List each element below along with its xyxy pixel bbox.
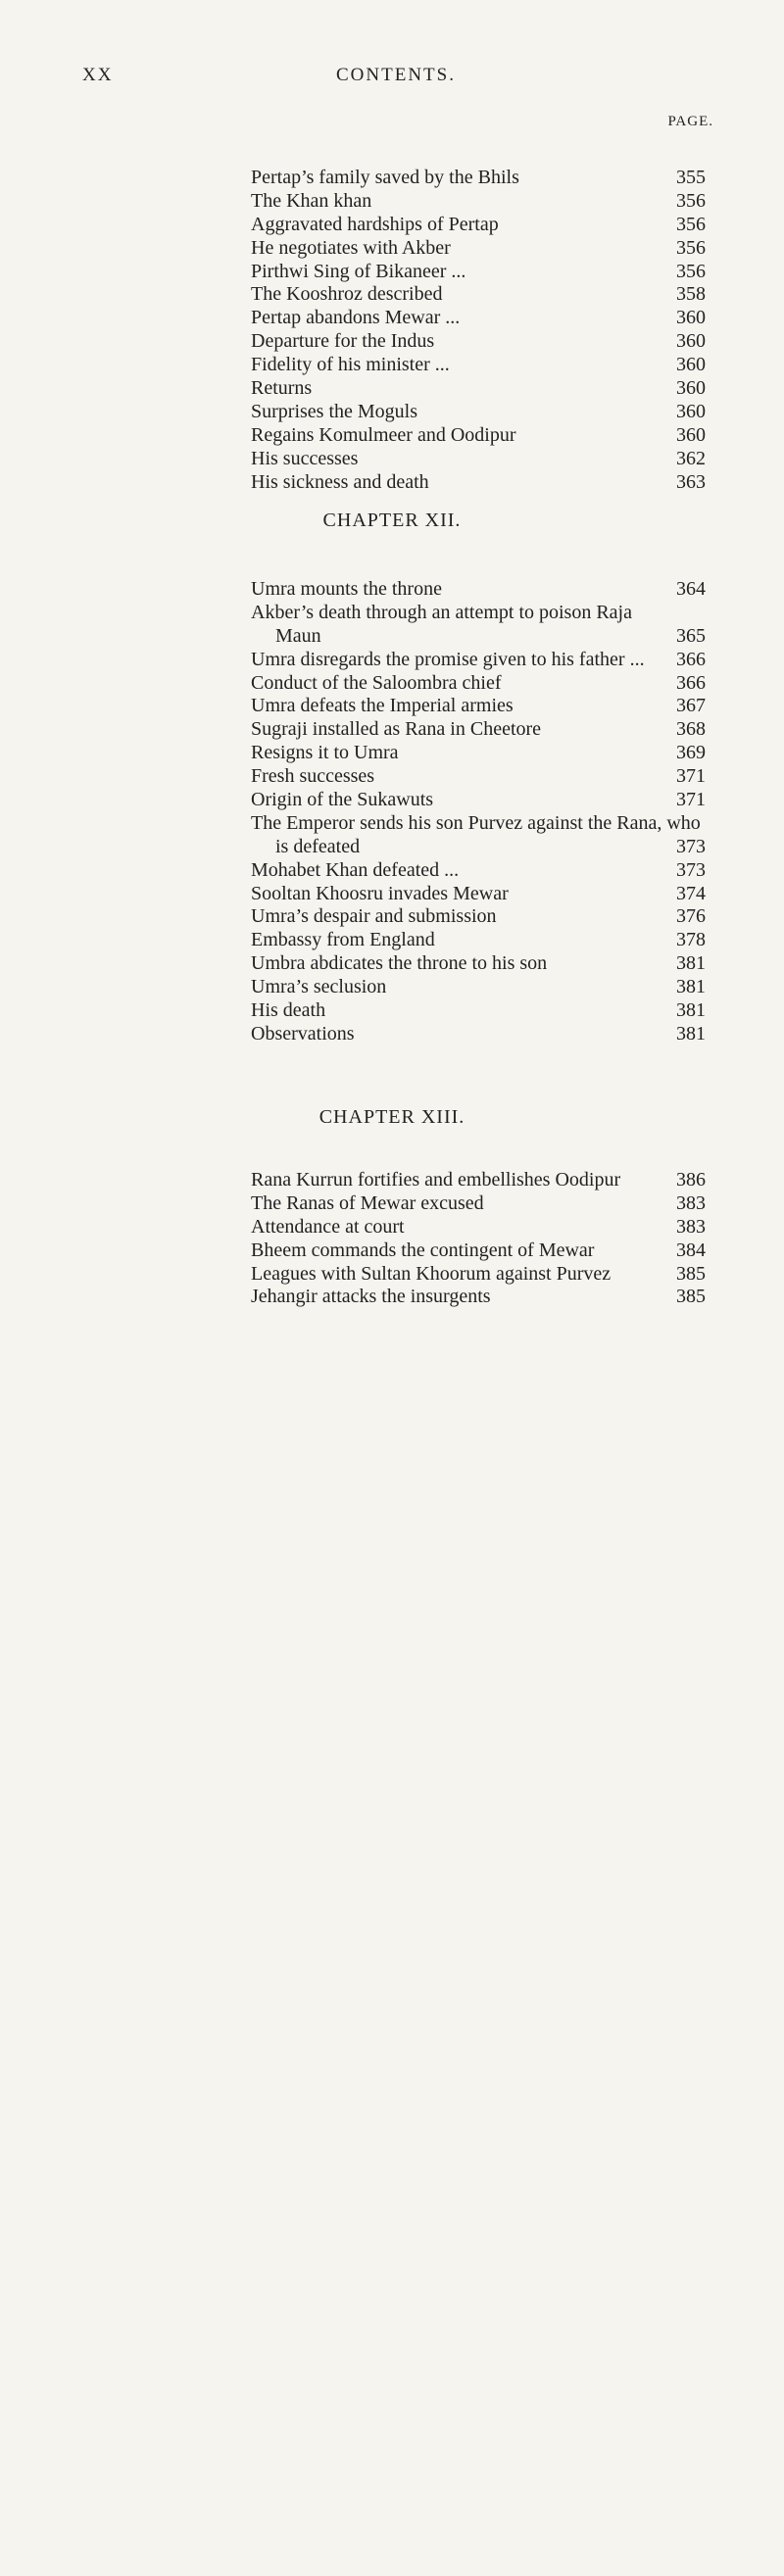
- toc-entry: [0, 602, 784, 625]
- entry-title: He negotiates with Akber: [251, 236, 451, 259]
- entry-page: 381: [676, 952, 706, 975]
- entry-page: 384: [676, 1239, 706, 1261]
- entry-page: 360: [676, 354, 706, 376]
- entry-title: is defeated: [275, 835, 361, 857]
- entry-page: 381: [676, 976, 706, 998]
- entry-title: Umra mounts the throne: [251, 578, 442, 600]
- entry-page: 360: [676, 400, 706, 422]
- running-head: [82, 65, 710, 94]
- entry-title: His sickness and death: [251, 470, 429, 493]
- entry-title: Sooltan Khoosru invades Mewar: [251, 882, 509, 904]
- chapter-heading: CHAPTER XII.: [322, 510, 462, 531]
- toc-entry: [0, 424, 784, 448]
- entry-page: 383: [676, 1191, 706, 1214]
- toc-entry: [0, 1239, 784, 1263]
- contents-section-chapter-xiii: [0, 1102, 784, 1309]
- toc-entry: [0, 742, 784, 765]
- toc-entry: [0, 448, 784, 471]
- entry-title: Jehangir attacks the insurgents: [251, 1286, 491, 1308]
- entry-page: 364: [676, 578, 706, 600]
- toc-entry: [0, 905, 784, 929]
- entry-title: Embassy from England: [251, 929, 435, 951]
- entry-title: Umra disregards the promise given to his father ...: [251, 648, 645, 670]
- entry-title: Pirthwi Sing of Bikaneer ...: [251, 260, 466, 282]
- entry-page: 358: [676, 283, 706, 306]
- entry-page: 367: [676, 695, 706, 717]
- entry-title: Umbra abdicates the throne to his son: [251, 952, 548, 975]
- toc-entry: [0, 1192, 784, 1216]
- entry-title: His death: [251, 999, 326, 1022]
- entry-page: 360: [676, 377, 706, 400]
- entry-page: 385: [676, 1262, 706, 1285]
- toc-entry: [0, 261, 784, 284]
- entry-title: Origin of the Sukawuts: [251, 789, 434, 811]
- entry-page: 385: [676, 1286, 706, 1308]
- page-number-roman: XX: [82, 65, 114, 85]
- entry-page: 365: [676, 624, 706, 647]
- toc-entry: [0, 952, 784, 976]
- entry-page: 371: [676, 765, 706, 788]
- toc-entry: [0, 307, 784, 330]
- entry-title: Surprises the Moguls: [251, 400, 417, 422]
- entry-page: 368: [676, 718, 706, 741]
- toc-entry: [0, 377, 784, 401]
- entry-list: [0, 578, 784, 1046]
- toc-entry: [0, 1169, 784, 1192]
- toc-entry: [0, 1263, 784, 1287]
- entry-title: The Emperor sends his son Purvez against the Rana, who: [251, 811, 701, 834]
- entry-page: 356: [676, 213, 706, 235]
- entry-title: Departure for the Indus: [251, 330, 435, 353]
- toc-entry: [0, 999, 784, 1023]
- entry-page: 373: [676, 835, 706, 857]
- entry-title: Umra’s seclusion: [251, 976, 387, 998]
- toc-entry: [0, 695, 784, 718]
- toc-entry: [0, 1023, 784, 1046]
- entry-title: Bheem commands the contingent of Mewar: [251, 1239, 595, 1261]
- entry-title: The Khan khan: [251, 189, 372, 212]
- toc-entry: [0, 190, 784, 214]
- contents-section-chapter-xii: [0, 506, 784, 1046]
- entry-title: Resigns it to Umra: [251, 742, 399, 764]
- entry-title: Sugraji installed as Rana in Cheetore: [251, 718, 542, 741]
- toc-entry: [0, 812, 784, 836]
- toc-entry: [0, 578, 784, 602]
- entry-page: 356: [676, 189, 706, 212]
- toc-entry: [0, 354, 784, 377]
- toc-entry: [0, 836, 784, 859]
- toc-entry: [0, 929, 784, 952]
- entry-page: 360: [676, 307, 706, 329]
- toc-entry: [0, 330, 784, 354]
- entry-page: 355: [676, 167, 706, 188]
- entry-title: Observations: [251, 1022, 355, 1045]
- toc-entry: [0, 976, 784, 999]
- entry-page: 381: [676, 1022, 706, 1045]
- entry-title: Regains Komulmeer and Oodipur: [251, 423, 516, 446]
- entry-title: Akber’s death through an attempt to poison Raja: [251, 601, 632, 623]
- entry-page: 371: [676, 789, 706, 811]
- entry-title: Pertap’s family saved by the Bhils: [251, 167, 519, 188]
- chapter-heading: CHAPTER XIII.: [318, 1106, 466, 1128]
- entry-title: Leagues with Sultan Khoorum against Purvez: [251, 1262, 612, 1285]
- entry-title: Fresh successes: [251, 765, 375, 788]
- entry-page: 363: [676, 470, 706, 493]
- toc-entry: [0, 672, 784, 696]
- entry-title: Aggravated hardships of Pertap: [251, 213, 499, 235]
- entry-page: 373: [676, 858, 706, 881]
- toc-entry: [0, 789, 784, 812]
- toc-entry: [0, 401, 784, 424]
- toc-entry: [0, 471, 784, 495]
- entry-list: [0, 1169, 784, 1309]
- toc-entry: [0, 283, 784, 307]
- toc-entry: [0, 765, 784, 789]
- entry-title: Maun: [275, 624, 321, 647]
- entry-page: 386: [676, 1169, 706, 1191]
- toc-entry: [0, 1286, 784, 1309]
- entry-page: 383: [676, 1215, 706, 1238]
- entry-title: Mohabet Khan defeated ...: [251, 858, 460, 881]
- entry-page: 360: [676, 330, 706, 353]
- entry-title: The Ranas of Mewar excused: [251, 1191, 484, 1214]
- running-title: CONTENTS.: [336, 65, 456, 85]
- entry-title: Umra’s despair and submission: [251, 905, 497, 928]
- toc-entry: [0, 883, 784, 906]
- entry-page: 360: [676, 423, 706, 446]
- entry-title: The Kooshroz described: [251, 283, 443, 306]
- toc-entry: [0, 1216, 784, 1239]
- toc-entry: [0, 167, 784, 190]
- entry-title: His successes: [251, 447, 359, 469]
- toc-entry: [0, 649, 784, 672]
- entry-page: 366: [676, 648, 706, 670]
- entry-title: Conduct of the Saloombra chief: [251, 671, 502, 694]
- toc-entry: [0, 214, 784, 237]
- entry-title: Fidelity of his minister ...: [251, 354, 450, 376]
- entry-list: [0, 167, 784, 494]
- entry-title: Returns: [251, 377, 313, 400]
- entry-title: Attendance at court: [251, 1215, 405, 1238]
- entry-page: 362: [676, 447, 706, 469]
- entry-title: Rana Kurrun fortifies and embellishes Oodipur: [251, 1169, 621, 1191]
- entry-title: Umra defeats the Imperial armies: [251, 695, 514, 717]
- entry-page: 366: [676, 671, 706, 694]
- toc-entry: [0, 237, 784, 261]
- entry-page: 356: [676, 260, 706, 282]
- entry-page: 381: [676, 999, 706, 1022]
- toc-entry: [0, 625, 784, 649]
- entry-page: 376: [676, 905, 706, 928]
- entry-page: 369: [676, 742, 706, 764]
- entry-page: 374: [676, 882, 706, 904]
- contents-section-continued: [0, 167, 784, 494]
- entry-page: 356: [676, 236, 706, 259]
- toc-entry: [0, 859, 784, 883]
- page-column-label: PAGE.: [667, 114, 713, 129]
- entry-title: Pertap abandons Mewar ...: [251, 307, 461, 329]
- toc-entry: [0, 718, 784, 742]
- entry-page: 378: [676, 929, 706, 951]
